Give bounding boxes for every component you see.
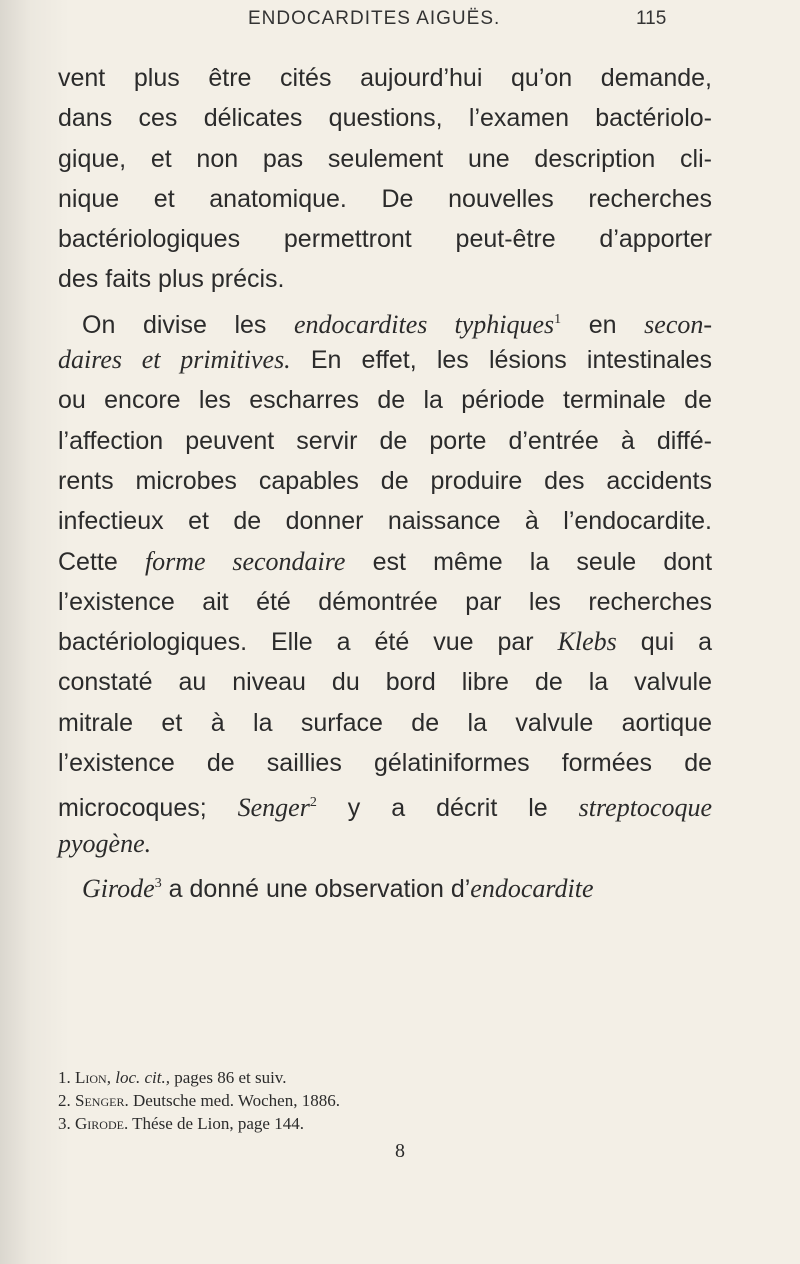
text-line <box>58 783 712 823</box>
italic-term: daires et primitives. <box>58 345 291 375</box>
text-line: gique, et non pas seulement une description cli- <box>58 144 712 173</box>
text-line <box>58 864 712 904</box>
footnote-ref: 1 <box>554 311 562 327</box>
italic-term: forme secondaire <box>144 546 346 576</box>
text-line <box>58 824 712 864</box>
footnote-ref: 2 <box>309 795 317 811</box>
footnote <box>58 1112 712 1135</box>
italic-term: pyogène. <box>58 828 152 858</box>
text-line: ou encore les escharres de la période terminale de <box>58 386 712 415</box>
text-line <box>58 300 712 340</box>
italic-term: Klebs <box>557 627 617 657</box>
text-run: Cette <box>58 547 145 576</box>
italic-term: streptocoque <box>578 793 712 823</box>
footnote-text: Deutsche med. Wochen, 1886. <box>128 1091 340 1110</box>
text-run: bactériologiques. Elle a été vue par <box>58 628 558 657</box>
text-run: est même la seule dont <box>345 547 713 576</box>
text-line: constaté au niveau du bord libre de la valvule <box>58 668 712 697</box>
text-line: nique et anatomique. De nouvelles recherches <box>58 184 712 213</box>
text-line: mitrale et à la surface de la valvule aortique <box>58 708 712 737</box>
footnote-author: Girode. <box>75 1114 129 1133</box>
running-head: ENDOCARDITES AIGUËS. <box>248 8 501 29</box>
body-text <box>58 58 712 904</box>
footnote-italic: loc. cit., <box>110 1068 170 1087</box>
italic-term: Senger <box>237 793 310 823</box>
footnotes <box>58 1066 712 1135</box>
text-run: En effet, les lésions intestinales <box>290 346 712 375</box>
text-line <box>58 340 712 380</box>
text-line: vent plus être cités aujourd’hui qu’on demande, <box>58 64 712 92</box>
footnote-text: pages 86 et suiv. <box>169 1068 287 1087</box>
text-line: des faits plus précis. <box>58 265 285 294</box>
text-line: bactériologiques permettront peut-être d’apporter <box>58 225 712 254</box>
footnote-number: 3. <box>58 1114 75 1133</box>
text-run: qui a <box>616 628 712 657</box>
page-number: 115 <box>636 8 667 29</box>
footnote-text: Thése de Lion, page 144. <box>128 1114 304 1133</box>
text-run: en <box>561 310 645 339</box>
text-line <box>58 622 712 662</box>
text-line: l’existence de saillies gélatiniformes formées de <box>58 749 712 778</box>
footnote <box>58 1066 712 1089</box>
italic-term: secon- <box>644 309 713 339</box>
footnote-author: Lion, <box>75 1068 111 1087</box>
text-line: l’existence ait été démontrée par les recherches <box>58 587 712 616</box>
footnote <box>58 1089 712 1112</box>
signature-mark: 8 <box>395 1140 405 1162</box>
text-run: a donné une observation d’ <box>161 874 471 903</box>
text-line: rents microbes capables de produire des accidents <box>58 466 712 495</box>
text-line: l’affection peuvent servir de porte d’entrée à diffé- <box>58 426 712 455</box>
footnote-ref: 3 <box>154 875 162 891</box>
italic-term: endocardite <box>470 873 594 903</box>
text-line <box>58 542 712 582</box>
footnote-number: 2. <box>58 1091 75 1110</box>
italic-term: Girode <box>82 873 155 903</box>
footnote-author: Senger. <box>75 1091 129 1110</box>
text-line: dans ces délicates questions, l’examen bactériolo- <box>58 104 712 133</box>
text-run: y a décrit le <box>316 794 579 823</box>
text-line: infectieux et de donner naissance à l’endocardite. <box>58 507 712 536</box>
footnote-number: 1. <box>58 1068 75 1087</box>
text-run: microcoques; <box>58 794 238 823</box>
text-run: On divise les <box>82 310 295 339</box>
italic-term: endocardites typhiques <box>294 309 555 339</box>
